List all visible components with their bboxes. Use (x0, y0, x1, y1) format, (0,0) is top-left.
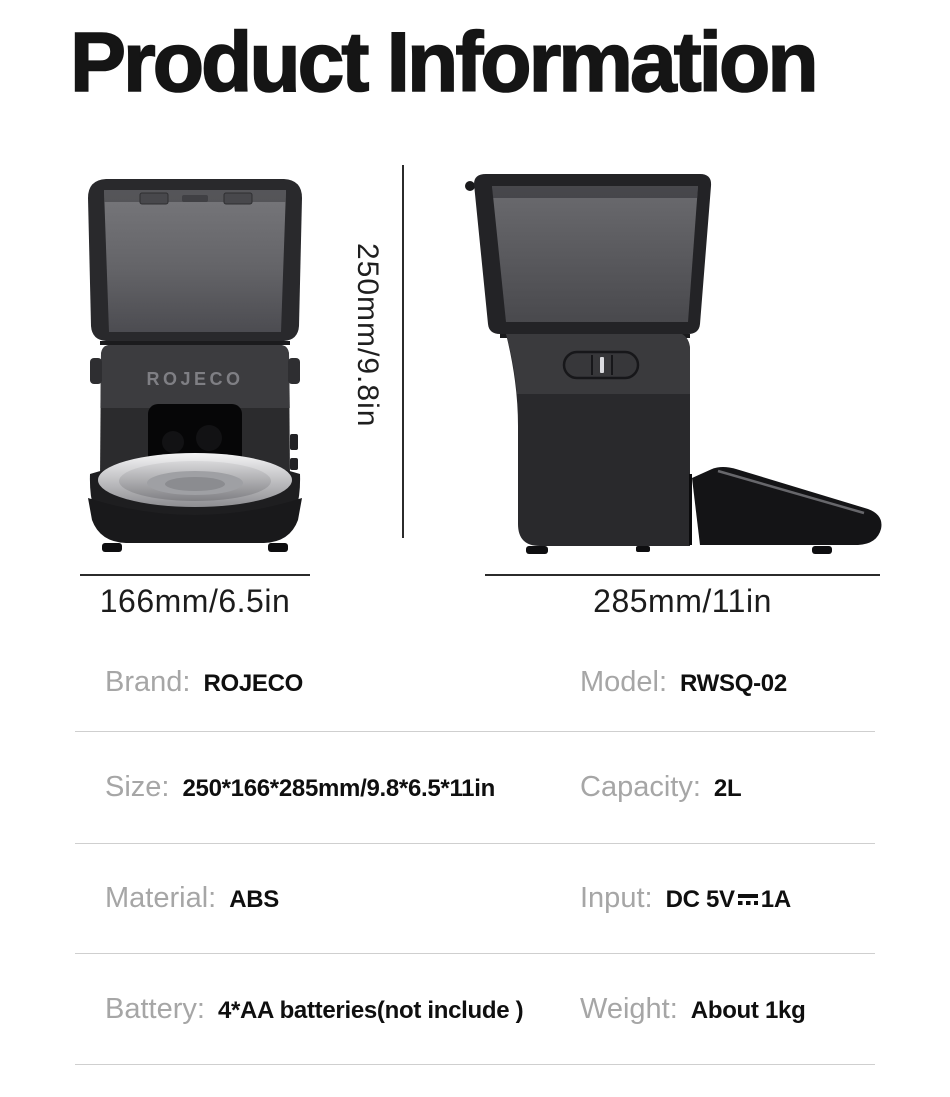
spec-label-material: Material: (105, 882, 217, 914)
depth-dimension-label: 285mm/11in (593, 583, 772, 619)
side-view-image (460, 168, 900, 560)
spec-row-material-input (75, 844, 875, 954)
dc-symbol-icon (736, 893, 760, 908)
spec-row-size-capacity (75, 732, 875, 844)
spec-value-material: ABS (229, 886, 279, 913)
spec-cell-input (580, 882, 875, 915)
height-dimension-label: 250mm/9.8in (351, 243, 384, 428)
depth-dimension-line (485, 574, 880, 576)
spec-value-battery: 4*AA batteries(not include ) (217, 996, 524, 1024)
spec-value-brand: ROJECO (203, 670, 304, 697)
spec-cell-battery (75, 993, 580, 1026)
spec-cell-model (580, 666, 875, 699)
spec-cell-size (75, 771, 580, 804)
spec-cell-weight (580, 993, 875, 1026)
width-dimension-label: 166mm/6.5in (99, 583, 291, 619)
spec-value-model: RWSQ-02 (680, 670, 787, 697)
spec-table (75, 634, 875, 1065)
spec-value-weight: About 1kg (690, 996, 806, 1024)
spec-label-model: Model: (580, 666, 668, 698)
spec-value-input (666, 886, 791, 914)
spec-label-battery: Battery: (105, 992, 205, 1025)
spec-label-input: Input: (580, 882, 653, 914)
spec-value-size: 250*166*285mm/9.8*6.5*11in (182, 775, 495, 802)
spec-row-brand-model (75, 634, 875, 732)
brand-logo-text: ROJECO (146, 369, 244, 389)
width-dimension-line (80, 574, 310, 576)
page-title: Product Information (70, 15, 816, 109)
spec-label-capacity: Capacity: (580, 771, 701, 803)
spec-cell-material (75, 882, 580, 915)
front-view-image (78, 168, 312, 560)
feed-slider-switch (564, 352, 638, 378)
spec-label-weight: Weight: (580, 992, 678, 1025)
spec-cell-brand (75, 666, 580, 699)
spec-label-brand: Brand: (105, 666, 191, 698)
input-current-text: 1A (760, 886, 791, 913)
height-dimension-line (402, 165, 404, 538)
spec-cell-capacity (580, 771, 875, 804)
spec-row-battery-weight (75, 954, 875, 1065)
spec-value-capacity: 2L (713, 775, 742, 802)
input-voltage-text: DC 5V (665, 886, 735, 913)
spec-label-size: Size: (105, 771, 170, 803)
